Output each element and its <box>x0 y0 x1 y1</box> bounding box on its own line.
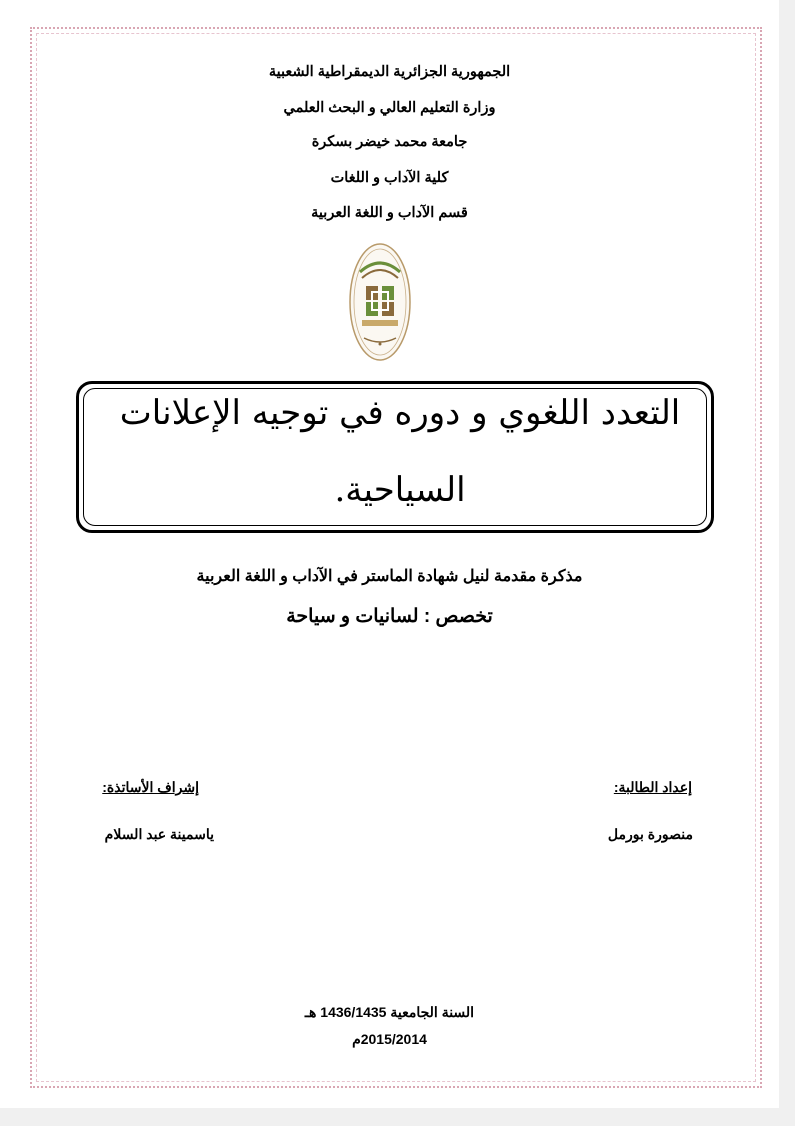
university-logo <box>348 242 412 362</box>
specialty-line: تخصص : لسانيات و سياحة <box>286 606 493 627</box>
header-ministry: وزارة التعليم العالي و البحث العلمي <box>283 100 496 116</box>
supervisor-label: إشراف الأساتذة: <box>102 779 199 795</box>
decorative-border <box>30 27 762 1088</box>
student-label: إعداد الطالبة: <box>613 779 692 795</box>
header-faculty: كلية الآداب و اللغات <box>330 170 449 186</box>
thesis-title-line2: السياحية. <box>334 470 466 510</box>
header-republic: الجمهورية الجزائرية الديمقراطية الشعبية <box>268 64 511 80</box>
student-name: منصورة بورمل <box>607 826 693 842</box>
academic-year-gregorian: 2015/2014م <box>352 1031 427 1047</box>
header-university: جامعة محمد خيضر بسكرة <box>311 134 468 150</box>
header-department: قسم الآداب و اللغة العربية <box>311 205 468 221</box>
academic-year-hijri: السنة الجامعية 1436/1435 هـ <box>304 1004 475 1020</box>
supervisor-name: ياسمينة عبد السلام <box>104 826 214 842</box>
thesis-subtitle: مذكرة مقدمة لنيل شهادة الماستر في الآداب و اللغة العربية <box>196 568 583 585</box>
thesis-title-line1: التعدد اللغوي و دوره في توجيه الإعلانات <box>119 393 681 433</box>
